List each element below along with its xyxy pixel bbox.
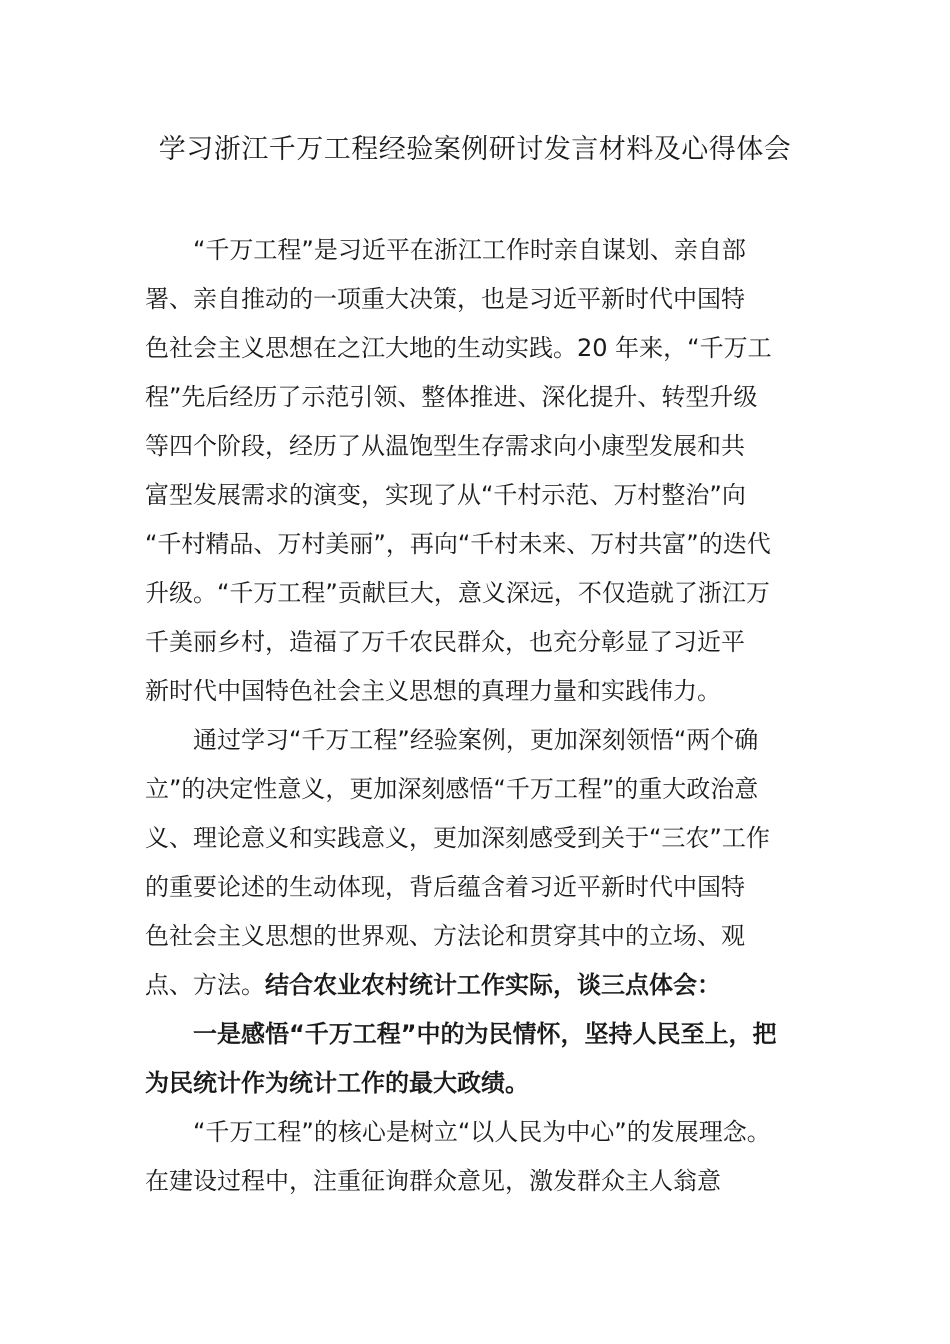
paragraph-1-line-6: 富型发展需求的演变，实现了从“千村示范、万村整治”向 [145, 481, 746, 509]
paragraph-1-line-3: 色社会主义思想在之江大地的生动实践。20 年来，“千万工 [145, 334, 772, 362]
paragraph-3-line-2: 在建设过程中，注重征询群众意见，激发群众主人翁意 [145, 1167, 721, 1195]
heading-1-line-1: 一是感悟“千万工程”中的为民情怀，坚持人民至上，把 [193, 1020, 777, 1048]
paragraph-1-line-5: 等四个阶段，经历了从温饱型生存需求向小康型发展和共 [145, 432, 745, 460]
paragraph-2-line-6 [145, 961, 805, 1010]
heading-1-line-2: 为民统计作为统计工作的最大政绩。 [145, 1069, 529, 1097]
document-title: 学习浙江千万工程经验案例研讨发言材料及心得体会 [158, 134, 792, 165]
paragraph-2-line-6-text: 点、方法。 [145, 971, 265, 999]
paragraph-2-line-1: 通过学习“千万工程”经验案例，更加深刻领悟“两个确 [193, 726, 759, 754]
paragraph-1-line-7: “千村精品、万村美丽”，再向“千村未来、万村共富”的迭代 [145, 530, 771, 558]
paragraph-1-line-8: 升级。“千万工程”贡献巨大，意义深远，不仅造就了浙江万 [145, 579, 770, 607]
paragraph-3-line-1: “千万工程”的核心是树立“以人民为中心”的发展理念。 [193, 1118, 771, 1146]
paragraph-2-line-2: 立”的决定性意义，更加深刻感悟“千万工程”的重大政治意 [145, 775, 759, 803]
paragraph-2-line-4: 的重要论述的生动体现，背后蕴含着习近平新时代中国特 [145, 873, 745, 901]
paragraph-1-line-10: 新时代中国特色社会主义思想的真理力量和实践伟力。 [145, 677, 721, 705]
paragraph-1-line-4: 程”先后经历了示范引领、整体推进、深化提升、转型升级 [145, 383, 758, 411]
paragraph-2-bold-summary: 结合农业农村统计工作实际，谈三点体会： [265, 971, 721, 999]
paragraph-2-line-3: 义、理论意义和实践意义，更加深刻感受到关于“三农”工作 [145, 824, 770, 852]
paragraph-1-line-1: “千万工程”是习近平在浙江工作时亲自谋划、亲自部 [193, 236, 746, 264]
paragraph-1-line-2: 署、亲自推动的一项重大决策，也是习近平新时代中国特 [145, 285, 745, 313]
document-body [145, 226, 805, 1206]
paragraph-1-line-9: 千美丽乡村，造福了万千农民群众，也充分彰显了习近平 [145, 628, 745, 656]
paragraph-2-line-5: 色社会主义思想的世界观、方法论和贯穿其中的立场、观 [145, 922, 745, 950]
